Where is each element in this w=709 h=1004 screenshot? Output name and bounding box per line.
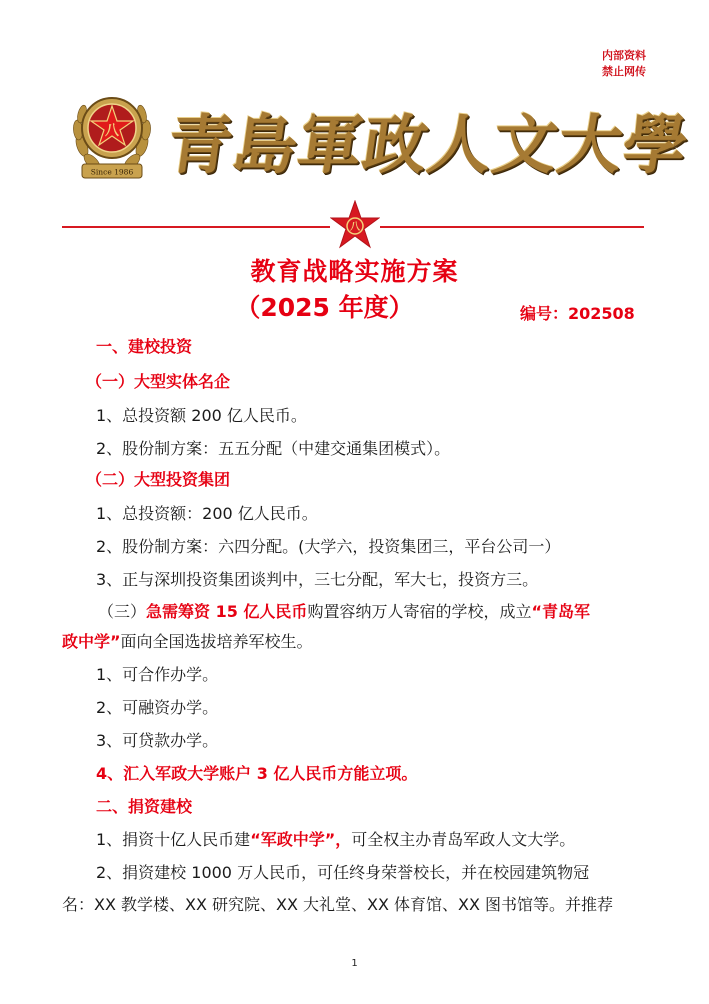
sub-3-prefix: （三）: [98, 602, 147, 621]
document-number: 编号：202508: [520, 304, 635, 323]
sub-3-school-name-part-1: “青岛军: [531, 602, 590, 621]
sub-3-school-name-part-2: 政中学”: [62, 632, 121, 651]
s2-item-1-b: 可全权主办青岛军政人文大学。: [351, 830, 576, 849]
section-1-sub-3-item-2: 2、可融资办学。: [96, 698, 219, 717]
section-1-sub-2-item-3: 3、正与深圳投资集团谈判中，三七分配，军大七，投资方三。: [96, 570, 539, 589]
confidential-notice: [602, 48, 646, 80]
section-1-sub-2: （二）大型投资集团: [86, 470, 231, 489]
section-1-sub-3-line-1: [98, 601, 590, 623]
section-1-sub-3-item-1: 1、可合作办学。: [96, 665, 219, 684]
section-1-sub-2-item-2: 2、股份制方案：六四分配。(大学六，投资集团三，平台公司一）: [96, 537, 561, 556]
badge-char: 八: [350, 222, 360, 233]
sub-3-mid-text: 购置容纳万人寄宿的学校，成立: [307, 602, 532, 621]
section-1-sub-3-line-2: [62, 631, 313, 653]
section-1-sub-1-item-2: 2、股份制方案：五五分配（中建交通集团模式）。: [96, 439, 451, 458]
section-2-item-1: [96, 829, 575, 851]
section-1-sub-1-item-1: 1、总投资额 200 亿人民币。: [96, 406, 307, 425]
divider-right: [380, 226, 644, 228]
university-emblem: [68, 86, 156, 190]
sub-3-end-text: 面向全国选拔培养军校生。: [120, 632, 313, 651]
s2-item-1-a: 1、捐资十亿人民币建: [96, 830, 251, 849]
section-2-title: 二、捐资建校: [96, 797, 193, 816]
notice-line-2: 禁止网传: [602, 65, 646, 78]
section-2-item-2-line-1: 2、捐资建校 1000 万人民币，可任终身荣誉校长，并在校园建筑物冠: [96, 863, 590, 882]
red-star-badge: [330, 200, 380, 250]
section-1-item-4: 4、汇入军政大学账户 3 亿人民币方能立项。: [96, 764, 418, 783]
emblem-char: 八: [105, 123, 119, 139]
divider-left: [62, 226, 330, 228]
section-1-sub-3-item-3: 3、可贷款办学。: [96, 731, 219, 750]
section-1-sub-1: （一）大型实体名企: [86, 372, 231, 391]
sub-3-funding-highlight: 急需筹资 15 亿人民币: [146, 602, 308, 621]
notice-line-1: 内部资料: [602, 49, 646, 62]
section-1-title: 一、建校投资: [96, 337, 193, 356]
university-name: 青島軍政人文大學: [162, 108, 694, 183]
document-title: 教育战略实施方案: [250, 257, 459, 286]
section-2-item-2-line-2: 名：XX 教学楼、XX 研究院、XX 大礼堂、XX 体育馆、XX 图书馆等。并推荐: [62, 895, 614, 914]
emblem-since: Since 1986: [90, 167, 134, 177]
document-year: （2025 年度）: [235, 293, 414, 322]
s2-item-1-highlight: “军政中学”，: [250, 830, 352, 849]
section-1-sub-2-item-1: 1、总投资额：200 亿人民币。: [96, 504, 318, 523]
page-number: 1: [351, 958, 358, 969]
